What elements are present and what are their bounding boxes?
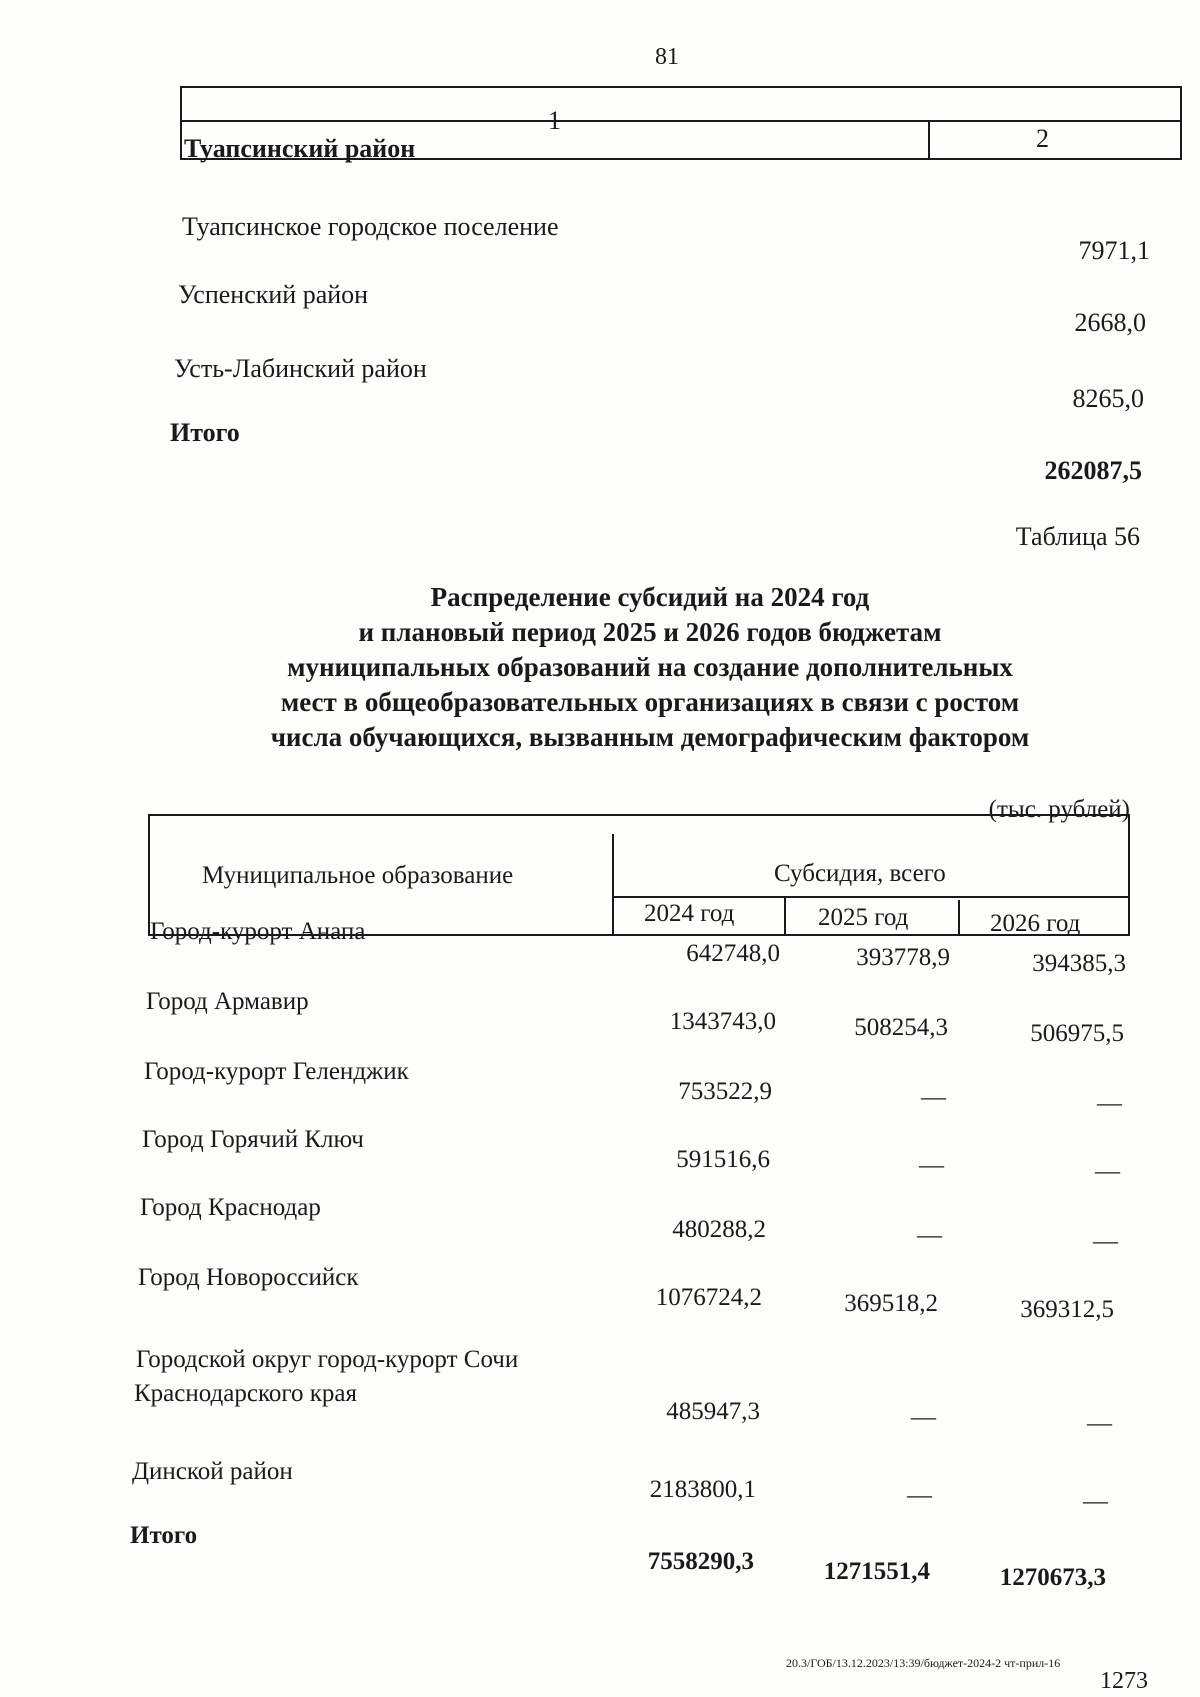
cell-2026: — (1093, 1228, 1118, 1255)
row-name: Городской округ город-курорт Сочи (136, 1346, 519, 1373)
total-2024: 7558290,3 (647, 1548, 754, 1575)
header-column-divider (928, 120, 930, 160)
cell-2024: 480288,2 (672, 1216, 766, 1243)
section-title: Туапсинский район (184, 134, 416, 163)
header-year-2024: 2024 год (644, 900, 735, 927)
title-line: муниципальных образований на создание дополнительных (287, 652, 1013, 682)
cell-2026: 394385,3 (1032, 950, 1126, 977)
cell-2025: — (917, 1222, 942, 1249)
cell-2025: — (907, 1482, 932, 1509)
header-divider-years (612, 896, 1130, 898)
cell-2025: — (911, 1404, 936, 1431)
header-year-2026: 2026 год (990, 910, 1081, 937)
row-value: 8265,0 (1072, 384, 1144, 413)
units-label: (тыс. рублей) (988, 796, 1130, 823)
header-divider-2026 (958, 900, 960, 936)
header-divider-2025 (784, 896, 786, 936)
row-value: 7971,1 (1078, 236, 1150, 265)
cell-2024: 1343743,0 (669, 1008, 776, 1035)
page-number-top: 81 (655, 44, 679, 70)
total-value: 262087,5 (1044, 456, 1142, 485)
row-name: Город Новороссийск (138, 1264, 359, 1291)
cell-2024: 1076724,2 (655, 1284, 762, 1311)
cell-2026: 369312,5 (1020, 1296, 1114, 1323)
total-2025: 1271551,4 (823, 1558, 930, 1585)
row-name: Туапсинское городское поселение (182, 212, 559, 241)
title-line: Распределение субсидий на 2024 год (430, 582, 870, 612)
row-name: Успенский район (178, 280, 369, 309)
title-line: мест в общеобразовательных организациях в связи с ростом (280, 687, 1020, 717)
cell-2025: 508254,3 (854, 1014, 948, 1041)
total-2026: 1270673,3 (999, 1564, 1106, 1591)
total-label: Итого (170, 418, 240, 447)
cell-2024: 642748,0 (686, 940, 780, 967)
cell-2024: 753522,9 (678, 1078, 772, 1105)
cell-2026: — (1095, 1158, 1120, 1185)
header-year-2025: 2025 год (818, 904, 909, 931)
row-name: Усть-Лабинский район (174, 354, 427, 383)
cell-2025: — (919, 1152, 944, 1179)
cell-2026: 506975,5 (1030, 1020, 1124, 1047)
column-1-number: 1 (548, 106, 561, 135)
table-label: Таблица 56 (1015, 522, 1140, 551)
row-value: 2668,0 (1074, 308, 1146, 337)
cell-2025: 369518,2 (844, 1290, 938, 1317)
cell-2025: — (921, 1084, 946, 1111)
row-name-continued: Краснодарского края (134, 1380, 357, 1407)
header-municipality: Муниципальное образование (202, 862, 514, 889)
row-name: Город-курорт Геленджик (144, 1058, 409, 1085)
row-name: Динской район (132, 1458, 293, 1485)
cell-2024: 485947,3 (666, 1398, 760, 1425)
cell-2026: — (1087, 1410, 1112, 1437)
total-label: Итого (130, 1522, 198, 1549)
row-name: Город Горячий Ключ (142, 1126, 364, 1153)
row-name: Город-курорт Анапа (150, 918, 366, 945)
cell-2024: 591516,6 (676, 1146, 770, 1173)
cell-2025: 393778,9 (856, 944, 950, 971)
footer-page-number: 1273 (1100, 1668, 1148, 1694)
cell-2026: — (1083, 1488, 1108, 1515)
header-divider-name (612, 834, 614, 936)
cell-2026: — (1097, 1090, 1122, 1117)
footer-document-code: 20.3/ГОБ/13.12.2023/13:39/бюджет-2024-2 чт-прил-16 (786, 1656, 1061, 1670)
header-divider (180, 120, 1182, 122)
row-name: Город Краснодар (140, 1194, 321, 1221)
title-line: и плановый период 2025 и 2026 годов бюджетам (358, 617, 942, 647)
title-line: числа обучающихся, вызванным демографическим фактором (270, 722, 1030, 752)
column-2-number: 2 (1036, 124, 1049, 153)
cell-2024: 2183800,1 (649, 1476, 756, 1503)
row-name: Город Армавир (146, 988, 309, 1015)
header-subsidy-total: Субсидия, всего (774, 860, 946, 887)
